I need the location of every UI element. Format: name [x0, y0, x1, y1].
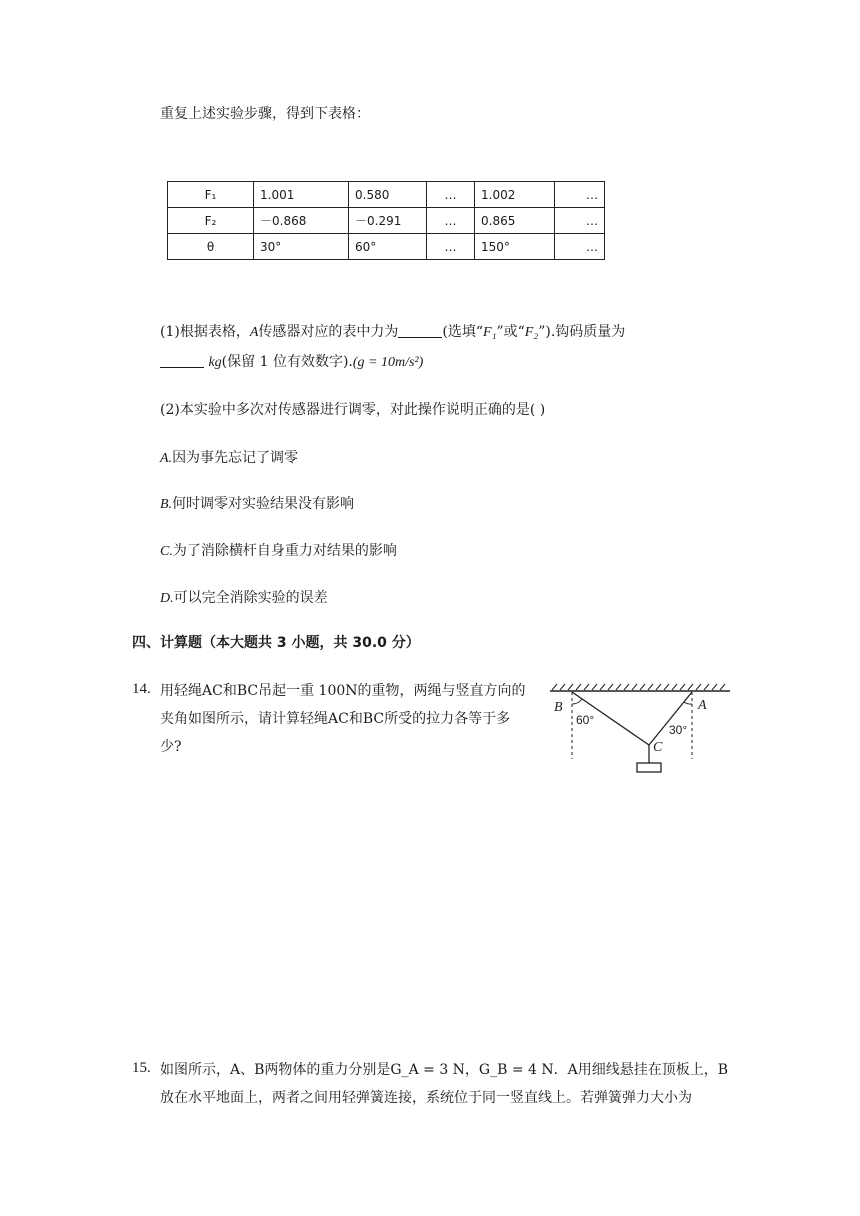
table-cell: …: [555, 234, 605, 260]
q1-gravity: (g = 10m/s²): [352, 355, 424, 370]
q1-f2: F₂: [524, 325, 539, 340]
table-row: [168, 182, 605, 208]
fig-label-a: A: [698, 698, 707, 713]
row-label-f1: F₁: [168, 182, 254, 208]
table-cell: 30°: [254, 234, 349, 260]
q14-line: 用轻绳AC和BC吊起一重 100N的重物，两绳与竖直方向的: [160, 683, 526, 699]
q1-text: (选填“: [442, 324, 484, 340]
q2-stem: (2)本实验中多次对传感器进行调零，对此操作说明正确的是( ): [160, 402, 546, 418]
q15-line: 放在水平地面上，两者之间用轻弹簧连接，系统位于同一竖直线上。若弹簧弹力大小为: [160, 1090, 692, 1106]
table-cell: 0.865: [475, 208, 555, 234]
row-label-theta: θ: [168, 234, 254, 260]
table-cell: …: [427, 208, 475, 234]
q14-figure: [548, 683, 733, 775]
option-letter: B.: [160, 497, 173, 512]
option-text: 可以完全消除实验的误差: [173, 590, 328, 606]
table-cell: 150°: [475, 234, 555, 260]
table-cell: …: [555, 182, 605, 208]
q14-number: 14.: [132, 681, 151, 697]
q1-sensor-a: A: [249, 325, 259, 340]
answer-blank: [398, 323, 442, 338]
q15-text: [160, 1056, 728, 1112]
option-d: [160, 588, 328, 609]
q15-number: 15.: [132, 1060, 151, 1076]
q15-line: 如图所示，A、B两物体的重力分别是G_A = 3 N，G_B = 4 N．A用细线悬挂在顶板上，B: [160, 1062, 729, 1078]
option-b: [160, 494, 354, 515]
q14-line: 夹角如图所示，请计算轻绳AC和BC所受的拉力各等于多: [160, 711, 511, 727]
table-cell: …: [555, 208, 605, 234]
fig-angle-a: 30°: [669, 723, 688, 737]
table-cell: 1.002: [475, 182, 555, 208]
option-letter: D.: [160, 591, 174, 606]
table-cell: －0.291: [349, 208, 427, 234]
q14-text: [160, 677, 526, 761]
q14-line: 少?: [160, 739, 182, 755]
fig-label-c: C: [653, 740, 663, 755]
intro-text: 重复上述实验步骤，得到下表格：: [160, 106, 370, 122]
q1-text: (1)根据表格，: [160, 324, 250, 340]
table-cell: 1.001: [254, 182, 349, 208]
q1-text: ”或“: [496, 324, 525, 340]
option-letter: A.: [160, 451, 173, 466]
option-text: 为了消除横杆自身重力对结果的影响: [172, 543, 397, 559]
option-c: [160, 541, 397, 562]
fig-angle-b: 60°: [576, 713, 595, 727]
section-title: 四、计算题（本大题共 3 小题，共 30.0 分）: [132, 635, 420, 651]
table-row: [168, 208, 605, 234]
q1-line1: [160, 322, 625, 343]
table-cell: －0.868: [254, 208, 349, 234]
q1-text: 传感器对应的表中力为: [258, 324, 399, 340]
table-cell: 60°: [349, 234, 427, 260]
row-label-f2: F₂: [168, 208, 254, 234]
q1-text: ”).钩码质量为: [538, 324, 626, 340]
table-cell: …: [427, 182, 475, 208]
option-letter: C.: [160, 544, 173, 559]
option-a: [160, 448, 298, 469]
table-row: [168, 234, 605, 260]
option-text: 因为事先忘记了调零: [172, 450, 299, 466]
answer-blank: [160, 353, 204, 368]
data-table: [167, 181, 605, 260]
q1-line2: [160, 352, 423, 373]
option-text: 何时调零对实验结果没有影响: [172, 496, 355, 512]
q1-unit: kg: [208, 355, 222, 370]
table-cell: 0.580: [349, 182, 427, 208]
table-cell: …: [427, 234, 475, 260]
q1-f1: F₁: [483, 325, 497, 340]
q1-text: (保留 1 位有效数字).: [221, 354, 353, 370]
fig-label-b: B: [554, 700, 563, 715]
